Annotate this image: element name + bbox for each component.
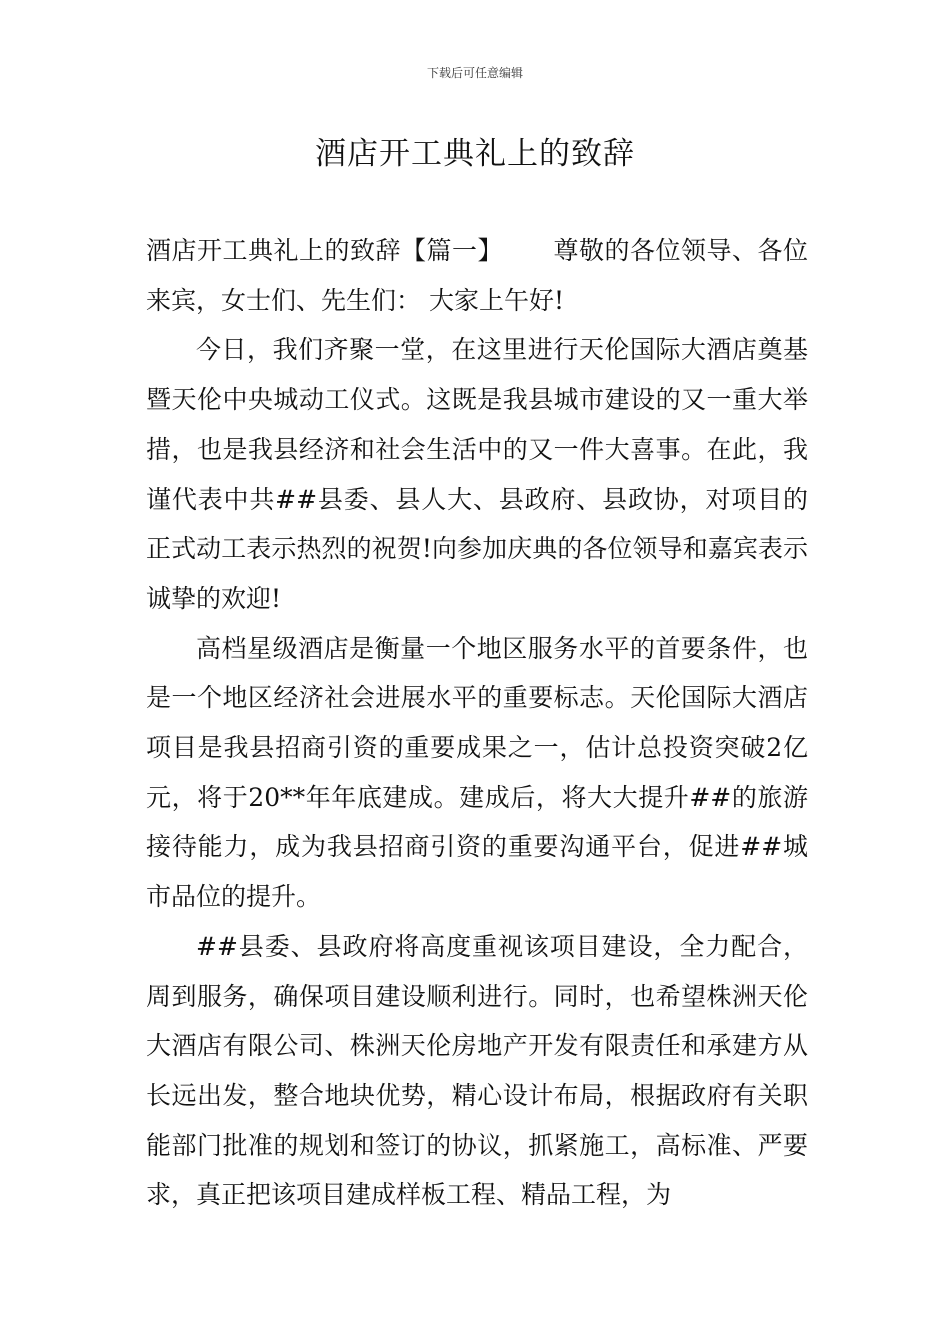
opening-heading: 酒店开工典礼上的致辞【篇一】 — [146, 236, 503, 265]
body-paragraph-2: 高档星级酒店是衡量一个地区服务水平的首要条件，也是一个地区经济社会进展水平的重要标志。天伦国际大酒店项目是我县招商引资的重要成果之一，估计总投资突破2亿元，将于20**年年底建成。建成后，将大大提升##的旅游接待能力，成为我县招商引资的重要沟通平台，促进##城市品位的提升。 — [146, 633, 808, 912]
opening-paragraph — [146, 226, 808, 325]
body-paragraph-3: ##县委、县政府将高度重视该项目建设，全力配合，周到服务，确保项目建设顺利进行。同时，也希望株洲天伦大酒店有限公司、株洲天伦房地产开发有限责任和承建方从长远出发，整合地块优势，精心设计布局，根据政府有关职能部门批准的规划和签订的协议，抓紧施工，高标准、严要求，真正把该项目建成样板工程、精品工程，为 — [146, 931, 808, 1210]
document-body — [146, 226, 808, 1220]
document-title: 酒店开工典礼上的致辞 — [315, 136, 635, 172]
header-note: 下载后可任意编辑 — [426, 66, 523, 80]
body-paragraph-1: 今日，我们齐聚一堂，在这里进行天伦国际大酒店奠基暨天伦中央城动工仪式。这既是我县城市建设的又一重大举措，也是我县经济和社会生活中的又一件大喜事。在此，我谨代表中共##县委、县人大、县政府、县政协，对项目的正式动工表示热烈的祝贺!向参加庆典的各位领导和嘉宾表示诚挚的欢迎! — [146, 335, 808, 613]
opening-greeting: 尊敬的各位领导、各位来宾，女士们、先生们： 大家上午好! — [146, 236, 808, 315]
